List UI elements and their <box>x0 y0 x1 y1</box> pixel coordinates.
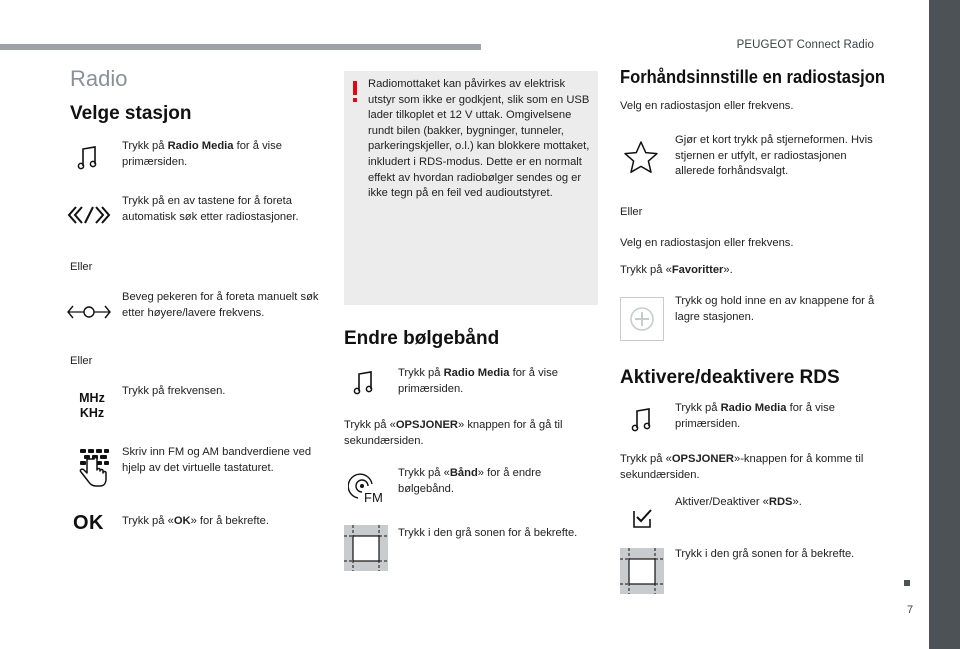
warning-box <box>344 71 598 305</box>
ok-label-icon: OK <box>73 512 104 534</box>
velge-step-2: Trykk på en av tastene for å foreta automatisk søk etter radiostasjoner. <box>122 195 299 223</box>
heading-endre-bolgeband: Endre bølgebånd <box>344 328 500 349</box>
velge-step-6: Trykk på «OK» for å bekrefte. <box>122 515 269 527</box>
fm-label: FM <box>364 490 383 505</box>
heading-forhandsinnstille: Forhåndsinnstille en radiostasjon <box>620 67 886 87</box>
add-preset-icon <box>620 297 664 341</box>
gray-zone-icon <box>344 525 388 571</box>
endre-step-3: Trykk på «Bånd» for å endre bølgebånd. <box>398 467 542 495</box>
warning-exclamation-icon <box>351 81 359 103</box>
header-rule <box>0 44 481 50</box>
rds-step-2: Trykk på «OPSJONER»-knappen for å komme til sekundærsiden. <box>620 453 864 481</box>
end-marker <box>904 580 910 586</box>
rds-step-3: Aktiver/Deaktiver «RDS». <box>675 496 802 508</box>
heading-aktivere-rds: Aktivere/deaktivere RDS <box>620 367 840 388</box>
forhand-step-1: Gjør et kort trykk på stjerneformen. Hvis stjernen er utfylt, er radiostasjonen allerede forhåndsvalgt. <box>675 134 873 178</box>
velge-step-4: Trykk på frekvensen. <box>122 385 226 397</box>
endre-step-2: Trykk på «OPSJONER» knappen for å gå til sekundærsiden. <box>344 419 563 447</box>
virtual-keyboard-icon <box>70 446 110 492</box>
velge-step-1: Trykk på Radio Media for å vise primærsiden. <box>122 140 282 168</box>
endre-step-1: Trykk på Radio Media for å vise primærsiden. <box>398 367 558 395</box>
velge-eller-2: Eller <box>70 355 93 367</box>
velge-step-3: Beveg pekeren for å foreta manuelt søk etter høyere/lavere frekvens. <box>122 291 319 319</box>
header-title: PEUGEOT Connect Radio <box>736 39 874 51</box>
forhand-step-2: Trykk og hold inne en av knappene for å lagre stasjonen. <box>675 295 875 323</box>
rds-step-1: Trykk på Radio Media for å vise primærsiden. <box>675 402 835 430</box>
velge-step-5: Skriv inn FM og AM bandverdiene ved hjelp av det virtuelle tastaturet. <box>122 446 312 474</box>
seek-arrows-icon <box>66 200 112 230</box>
music-note-icon <box>346 365 382 401</box>
mhz-khz-icon <box>74 391 110 421</box>
gray-zone-icon <box>620 548 664 594</box>
rds-step-4: Trykk i den grå sonen for å bekrefte. <box>675 548 855 560</box>
forhand-intro-2: Velg en radiostasjon eller frekvens. <box>620 237 794 249</box>
heading-velge-stasjon: Velge stasjon <box>70 103 192 124</box>
checkbox-checked-icon <box>628 503 658 533</box>
mhz-label: MHz <box>79 391 105 405</box>
music-note-icon <box>70 140 106 176</box>
endre-step-4: Trykk i den grå sonen for å bekrefte. <box>398 527 578 539</box>
star-icon <box>620 138 662 176</box>
forhand-intro: Velg en radiostasjon eller frekvens. <box>620 100 794 112</box>
khz-label: KHz <box>79 406 105 420</box>
velge-eller-1: Eller <box>70 261 93 273</box>
forhand-eller: Eller <box>620 206 643 218</box>
manual-tune-cursor-icon <box>66 299 112 325</box>
music-note-icon <box>624 402 660 438</box>
forhand-favoritter: Trykk på «Favoritter». <box>620 264 733 276</box>
fm-band-icon <box>348 472 390 510</box>
section-title: Radio <box>70 66 128 91</box>
warning-text: Radiomottaket kan påvirkes av elektrisk utstyr som ikke er godkjent, slik som en USB lader tilkoplet et 12 V uttak. Omgivelsene rundt bilen (bakker, bygninger, tunneler, parkeringskjeller, o.l.) kan blokkere mottaket, inkludert i RDS-modus. Dette er en normalt effekt av hvordan radiobølger sendes og er ikke tegn på en feil ved audioutstyret. <box>368 78 590 200</box>
page-number: 7 <box>906 604 914 616</box>
right-sidebar-band <box>929 0 960 649</box>
